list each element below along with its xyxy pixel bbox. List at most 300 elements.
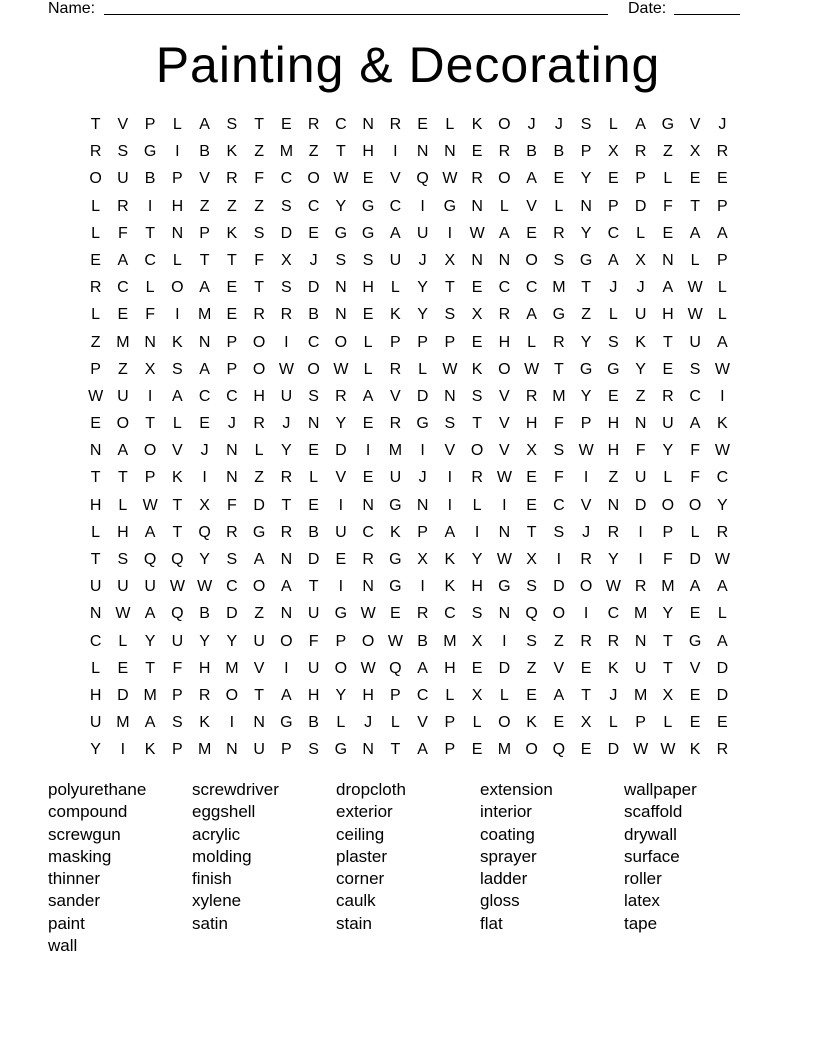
grid-letter: E (526, 224, 537, 242)
grid-letter: H (607, 415, 620, 433)
grid-row (82, 247, 742, 274)
grid-letter: M (143, 686, 157, 704)
grid-letter: K (199, 714, 210, 732)
grid-letter: C (226, 387, 238, 405)
grid-letter: U (389, 469, 402, 487)
grid-letter: N (144, 333, 156, 351)
grid-letter: P (172, 741, 183, 759)
grid-row (82, 464, 742, 491)
grid-letter: O (498, 714, 511, 732)
grid-letter: N (171, 224, 184, 242)
grid-letter: P (90, 360, 101, 378)
grid-letter: R (716, 523, 729, 541)
grid-letter: L (390, 714, 400, 732)
grid-letter: R (416, 605, 429, 623)
grid-letter: G (334, 224, 348, 242)
grid-letter: E (717, 170, 728, 188)
grid-letter: O (525, 251, 538, 269)
grid-letter: X (635, 251, 646, 269)
grid-letter: I (420, 578, 425, 596)
grid-letter: U (89, 714, 102, 732)
grid-letter: W (687, 279, 703, 297)
grid-letter: Y (608, 551, 619, 568)
grid-letter: Y (635, 360, 646, 378)
page-title: Painting & Decorating (155, 37, 661, 93)
grid-letter: E (471, 333, 483, 351)
grid-letter: C (716, 469, 729, 487)
grid-letter: R (389, 415, 402, 433)
grid-letter: P (662, 523, 674, 541)
grid-letter: A (281, 686, 292, 704)
word-bank-item: compound (48, 802, 128, 822)
grid-letter: X (526, 551, 537, 568)
grid-letter: X (444, 251, 456, 269)
grid-letter: Y (662, 605, 674, 623)
word-bank-item: masking (48, 846, 112, 866)
grid-letter: A (689, 224, 701, 242)
grid-letter: U (389, 251, 402, 269)
grid-letter: W (633, 741, 649, 759)
grid-letter: U (662, 415, 674, 433)
grid-letter: X (144, 360, 156, 378)
grid-letter: N (89, 442, 102, 460)
grid-letter: Y (226, 632, 238, 650)
grid-letter: Z (199, 197, 210, 215)
grid-letter: W (88, 387, 104, 405)
grid-letter: A (281, 578, 292, 596)
grid-letter: T (662, 333, 673, 351)
grid-letter: K (226, 224, 238, 242)
grid-letter: T (254, 279, 265, 297)
grid-letter: T (90, 551, 101, 568)
grid-letter: S (444, 306, 456, 324)
grid-letter: E (689, 170, 701, 188)
grid-letter: L (499, 197, 509, 215)
grid-letter: R (226, 523, 238, 541)
grid-row (82, 492, 742, 519)
grid-letter: R (253, 415, 265, 433)
grid-letter: X (608, 143, 619, 161)
grid-letter: J (636, 279, 645, 297)
grid-letter: W (169, 578, 185, 596)
grid-letter: S (608, 333, 619, 351)
grid-letter: D (634, 197, 647, 215)
grid-letter: N (444, 143, 456, 161)
grid-letter: G (361, 197, 375, 215)
grid-letter: X (580, 714, 592, 732)
grid-letter: N (226, 442, 238, 460)
grid-row (82, 193, 742, 220)
grid-letter: C (389, 197, 402, 215)
grid-letter: Z (226, 197, 237, 215)
grid-letter: P (172, 170, 183, 188)
grid-letter: C (307, 333, 320, 351)
grid-letter: R (553, 224, 565, 242)
grid-letter: U (117, 578, 129, 596)
grid-letter: T (308, 578, 319, 596)
grid-letter: N (362, 741, 374, 759)
grid-letter: M (552, 387, 566, 405)
grid-letter: T (444, 279, 455, 297)
grid-letter: Z (254, 605, 265, 623)
grid-letter: L (91, 659, 101, 677)
grid-row (82, 329, 742, 356)
grid-letter: E (335, 551, 347, 568)
grid-letter: W (714, 360, 730, 378)
grid-letter: V (172, 442, 183, 460)
grid-letter: T (90, 469, 101, 487)
grid-letter: I (638, 551, 643, 568)
grid-letter: D (307, 279, 320, 297)
grid-letter: Z (553, 632, 564, 650)
grid-letter: W (469, 224, 485, 242)
grid-letter: P (717, 251, 728, 269)
grid-letter: T (254, 686, 265, 704)
grid-letter: K (226, 143, 238, 161)
grid-letter: P (281, 741, 292, 759)
grid-letter: S (471, 605, 483, 623)
grid-letter: E (362, 170, 374, 188)
grid-letter: A (199, 279, 210, 297)
grid-letter: A (417, 741, 428, 759)
grid-letter: R (89, 279, 102, 297)
grid-letter: U (117, 170, 129, 188)
grid-letter: R (716, 143, 729, 161)
grid-letter: G (334, 605, 348, 623)
grid-letter: M (197, 306, 212, 324)
word-search-grid (82, 111, 742, 764)
grid-letter: W (197, 578, 213, 596)
grid-letter: F (308, 632, 319, 650)
word-bank-item: molding (192, 846, 252, 866)
grid-letter: Y (662, 442, 674, 460)
grid-letter: Y (335, 686, 347, 704)
grid-letter: T (662, 632, 673, 650)
grid-letter: P (635, 170, 646, 188)
grid-letter: G (443, 197, 457, 215)
grid-letter: S (526, 632, 537, 650)
grid-letter: Y (199, 632, 210, 650)
grid-letter: O (688, 496, 702, 514)
grid-letter: S (553, 523, 565, 541)
grid-letter: D (307, 551, 320, 568)
grid-letter: C (144, 251, 156, 269)
word-bank-item: dropcloth (336, 780, 406, 799)
grid-letter: T (553, 360, 564, 378)
grid-letter: I (120, 741, 126, 759)
grid-letter: J (418, 469, 427, 487)
grid-letter: Q (389, 659, 402, 677)
grid-letter: K (471, 360, 483, 378)
grid-letter: R (471, 170, 483, 188)
grid-letter: E (608, 170, 619, 188)
grid-letter: A (444, 523, 456, 541)
grid-letter: L (91, 224, 101, 242)
grid-letter: L (717, 306, 727, 324)
grid-letter: O (661, 496, 675, 514)
grid-letter: W (660, 741, 676, 759)
word-bank-item: finish (192, 869, 232, 889)
grid-letter: Y (580, 224, 592, 242)
grid-letter: D (498, 659, 511, 677)
grid-letter: M (633, 686, 648, 704)
grid-letter: T (581, 686, 592, 704)
grid-letter: P (417, 333, 428, 351)
word-bank-item: exterior (336, 802, 393, 822)
word-bank-item: gloss (480, 891, 520, 911)
grid-letter: Z (526, 659, 537, 677)
grid-letter: G (661, 116, 675, 133)
grid-letter: W (496, 469, 512, 487)
grid-letter: E (90, 415, 101, 433)
grid-letter: Q (143, 551, 157, 568)
grid-letter: X (471, 306, 483, 324)
grid-letter: B (199, 143, 210, 161)
grid-letter: L (690, 523, 700, 541)
grid-letter: Z (117, 360, 128, 378)
grid-letter: D (553, 578, 565, 596)
grid-letter: I (447, 469, 453, 487)
grid-letter: R (280, 469, 293, 487)
grid-letter: K (635, 333, 646, 351)
grid-letter: J (282, 415, 291, 433)
grid-letter: A (499, 224, 510, 242)
grid-letter: M (443, 632, 457, 650)
grid-letter: P (717, 197, 728, 215)
grid-letter: C (607, 605, 620, 623)
word-bank-item: flat (480, 913, 503, 933)
grid-letter: W (442, 360, 458, 378)
grid-letter: X (199, 496, 210, 514)
grid-letter: U (117, 387, 129, 405)
grid-letter: A (144, 605, 156, 623)
grid-letter: F (172, 659, 183, 677)
grid-letter: T (145, 224, 156, 242)
grid-letter: G (688, 632, 702, 650)
grid-letter: W (115, 605, 131, 623)
grid-letter: W (524, 360, 540, 378)
grid-letter: F (226, 496, 237, 514)
grid-letter: L (717, 279, 727, 297)
grid-letter: S (553, 251, 565, 269)
grid-letter: E (526, 496, 537, 514)
grid-letter: K (608, 659, 619, 677)
grid-letter: W (333, 360, 349, 378)
grid-letter: V (689, 659, 701, 677)
grid-letter: T (172, 496, 183, 514)
grid-letter: E (689, 686, 701, 704)
grid-letter: E (608, 387, 619, 405)
grid-letter: M (388, 442, 403, 460)
grid-letter: N (498, 605, 511, 623)
grid-letter: I (720, 387, 725, 405)
grid-letter: K (444, 578, 456, 596)
grid-letter: L (499, 686, 509, 704)
grid-letter: H (607, 442, 620, 460)
grid-letter: I (175, 143, 180, 161)
grid-letter: K (390, 523, 401, 541)
grid-letter: Z (308, 143, 319, 161)
grid-letter: C (444, 605, 456, 623)
grid-letter: W (360, 659, 376, 677)
grid-letter: F (690, 469, 701, 487)
grid-letter: T (390, 741, 401, 759)
grid-letter: E (662, 224, 674, 242)
grid-letter: Y (281, 442, 292, 460)
word-bank (48, 779, 788, 957)
grid-letter: D (607, 741, 620, 759)
grid-letter: E (362, 306, 374, 324)
grid-letter: I (338, 578, 344, 596)
grid-letter: P (144, 116, 156, 133)
grid-letter: J (718, 116, 727, 133)
grid-letter: V (580, 496, 592, 514)
grid-row (82, 410, 742, 437)
grid-letter: M (497, 741, 512, 759)
grid-letter: V (499, 415, 510, 433)
grid-letter: R (307, 116, 320, 133)
grid-letter: C (280, 170, 293, 188)
grid-letter: A (526, 306, 537, 324)
grid-letter: W (360, 605, 376, 623)
grid-letter: D (634, 496, 647, 514)
grid-letter: M (225, 659, 239, 677)
grid-letter: T (335, 143, 346, 161)
grid-letter: B (308, 523, 319, 541)
grid-letter: O (171, 279, 184, 297)
grid-letter: K (444, 551, 456, 568)
grid-letter: F (117, 224, 128, 242)
grid-letter: X (471, 632, 483, 650)
grid-letter: M (197, 741, 212, 759)
grid-letter: A (608, 251, 619, 269)
grid-letter: O (252, 578, 266, 596)
grid-letter: I (202, 469, 207, 487)
grid-letter: X (689, 143, 701, 161)
word-bank-item: screwdriver (192, 780, 279, 799)
grid-letter: T (172, 523, 183, 541)
grid-letter: X (281, 251, 292, 269)
grid-letter: Y (90, 741, 101, 759)
grid-letter: A (199, 116, 210, 133)
grid-letter: Y (335, 415, 347, 433)
grid-letter: O (525, 741, 538, 759)
grid-letter: Y (580, 333, 592, 351)
word-bank-item: sprayer (480, 846, 537, 866)
grid-letter: I (284, 333, 289, 351)
grid-letter: G (389, 578, 402, 596)
grid-letter: L (554, 197, 564, 215)
grid-letter: U (689, 333, 701, 351)
word-bank-item: screwgun (48, 824, 121, 844)
grid-letter: S (226, 116, 238, 133)
grid-letter: X (526, 442, 537, 460)
grid-letter: I (175, 306, 180, 324)
grid-letter: P (172, 686, 183, 704)
grid-letter: M (661, 578, 675, 596)
grid-letter: V (526, 197, 537, 215)
grid-letter: U (253, 632, 265, 650)
word-bank-item: stain (336, 913, 372, 933)
grid-letter: U (307, 605, 320, 623)
word-bank-item: extension (480, 780, 553, 799)
grid-letter: U (307, 659, 320, 677)
grid-letter: F (690, 442, 701, 460)
grid-letter: O (307, 170, 320, 188)
word-bank-item: ceiling (336, 824, 385, 844)
grid-letter: B (199, 605, 210, 623)
grid-letter: L (445, 116, 455, 133)
grid-letter: F (553, 415, 564, 433)
grid-letter: Q (552, 741, 566, 759)
grid-letter: K (172, 469, 183, 487)
date-blank-line (674, 14, 740, 15)
grid-letter: L (309, 469, 319, 487)
grid-letter: E (526, 469, 537, 487)
grid-letter: K (689, 741, 701, 759)
grid-letter: H (89, 686, 102, 704)
grid-letter: E (199, 415, 210, 433)
grid-letter: I (556, 551, 562, 568)
grid-letter: I (229, 714, 235, 732)
grid-letter: I (393, 143, 398, 161)
grid-letter: E (417, 116, 428, 133)
grid-letter: V (689, 116, 701, 133)
word-bank-item: polyurethane (48, 780, 147, 799)
grid-letter: A (689, 578, 701, 596)
grid-letter: A (526, 170, 537, 188)
grid-letter: R (280, 523, 293, 541)
grid-letter: O (334, 659, 348, 677)
grid-letter: A (117, 251, 129, 269)
grid-letter: W (442, 170, 458, 188)
grid-letter: A (117, 442, 129, 460)
grid-letter: V (199, 170, 210, 188)
grid-letter: O (116, 415, 130, 433)
grid-letter: N (607, 496, 620, 514)
grid-letter: S (117, 143, 129, 161)
grid-letter: S (362, 251, 374, 269)
grid-letter: R (389, 360, 402, 378)
grid-letter: S (117, 551, 129, 568)
grid-letter: U (634, 469, 647, 487)
grid-letter: T (199, 251, 210, 269)
grid-letter: R (253, 306, 265, 324)
grid-letter: K (471, 116, 483, 133)
grid-letter: G (607, 360, 620, 378)
grid-letter: R (198, 686, 211, 704)
grid-letter: Y (717, 496, 728, 514)
grid-row (82, 383, 742, 410)
grid-letter: S (308, 741, 319, 759)
grid-letter: C (198, 387, 211, 405)
grid-letter: A (553, 686, 565, 704)
grid-letter: W (278, 360, 294, 378)
grid-letter: U (634, 306, 647, 324)
grid-letter: L (145, 279, 155, 297)
grid-letter: S (281, 279, 292, 297)
grid-letter: I (365, 442, 371, 460)
word-bank-item: wall (48, 936, 78, 956)
grid-letter: O (470, 442, 484, 460)
grid-letter: S (172, 714, 183, 732)
grid-letter: A (717, 578, 728, 596)
grid-letter: Z (662, 143, 673, 161)
grid-letter: R (362, 551, 374, 568)
word-bank-item: sander (48, 891, 100, 911)
grid-letter: S (281, 197, 292, 215)
grid-letter: A (144, 523, 156, 541)
